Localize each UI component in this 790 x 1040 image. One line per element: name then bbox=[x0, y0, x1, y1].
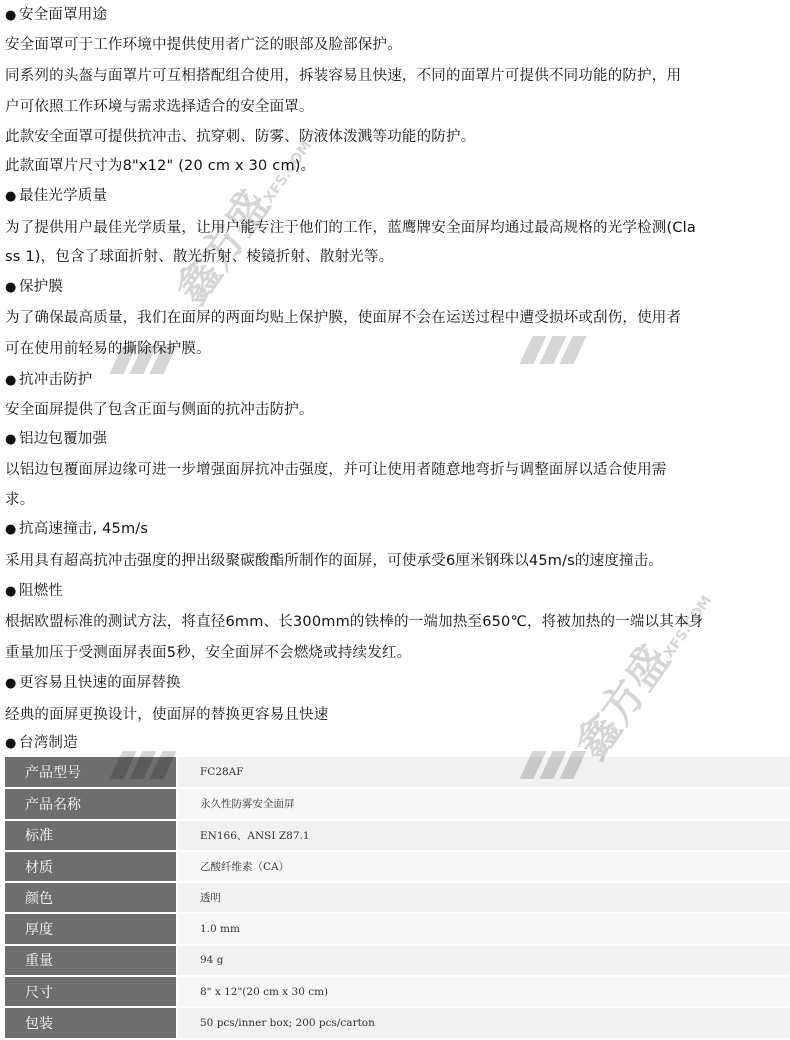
spec-value: 8" x 12"(20 cm x 30 cm) bbox=[177, 976, 790, 1007]
spec-label: 尺寸 bbox=[5, 976, 177, 1007]
table-row bbox=[5, 820, 790, 851]
spec-label: 颜色 bbox=[5, 882, 177, 913]
bullet-icon: ● bbox=[5, 432, 17, 447]
section-heading: ● 保护膜 bbox=[5, 277, 63, 298]
bullet-icon: ● bbox=[5, 8, 17, 23]
paragraph-line: 经典的面屏更换设计，使面屏的替换更容易且快速 bbox=[5, 707, 329, 723]
paragraph-line: 安全面罩可于工作环境中提供使用者广泛的眼部及脸部保护。 bbox=[5, 37, 402, 53]
table-row bbox=[5, 851, 790, 882]
spec-value: 乙酸纤维素（CA） bbox=[177, 851, 790, 882]
paragraph-line: 为了确保最高质量，我们在面屏的两面均贴上保护膜，使面屏不会在运送过程中遭受损坏或刮伤，使用者 bbox=[5, 310, 682, 326]
spec-label: 材质 bbox=[5, 851, 177, 882]
watermark-text: 鑫方盛XFS.COM bbox=[166, 137, 316, 313]
table-row bbox=[5, 788, 790, 819]
spec-label: 包装 bbox=[5, 1007, 177, 1038]
paragraph-line: 户可依照工作环境与需求选择适合的安全面罩。 bbox=[5, 99, 314, 115]
paragraph-line: 重量加压于受测面屏表面5秒，安全面屏不会燃烧或持续发红。 bbox=[5, 645, 412, 661]
bullet-icon: ● bbox=[5, 676, 17, 691]
spec-label: 重量 bbox=[5, 945, 177, 976]
paragraph-line: 以铝边包覆面屏边缘可进一步增强面屏抗冲击强度，并可让使用者随意地弯折与调整面屏以适合使用需 bbox=[5, 462, 667, 478]
paragraph-line: 此款安全面罩可提供抗冲击、抗穿刺、防雾、防液体泼溅等功能的防护。 bbox=[5, 129, 476, 145]
watermark-text: 鑫方盛XFS.COM bbox=[566, 592, 716, 768]
paragraph-line: 可在使用前轻易的撕除保护膜。 bbox=[5, 341, 211, 357]
table-row bbox=[5, 1007, 790, 1038]
section-heading: ● 更容易且快速的面屏替换 bbox=[5, 673, 181, 694]
spec-value: 50 pcs/inner box; 200 pcs/carton bbox=[177, 1007, 790, 1038]
section-heading: ● 抗冲击防护 bbox=[5, 370, 93, 391]
section-heading: ● 阻燃性 bbox=[5, 581, 63, 602]
section-heading: ● 抗高速撞击, 45m/s bbox=[5, 519, 148, 540]
spec-label: 产品名称 bbox=[5, 788, 177, 819]
table-row bbox=[5, 757, 790, 788]
bullet-icon: ● bbox=[5, 280, 17, 295]
paragraph-line: ss 1)，包含了球面折射、散光折射、棱镜折射、散射光等。 bbox=[5, 249, 394, 265]
spec-value: 永久性防雾安全面屏 bbox=[177, 788, 790, 819]
bullet-icon: ● bbox=[5, 189, 17, 204]
table-row bbox=[5, 913, 790, 944]
watermark-logo-icon bbox=[520, 330, 590, 370]
paragraph-line: 同系列的头盔与面罩片可互相搭配组合使用，拆装容易且快速，不同的面罩片可提供不同功能的防护，用 bbox=[5, 68, 682, 84]
section-heading: ● 台湾制造 bbox=[5, 733, 78, 754]
spec-value: FC28AF bbox=[177, 757, 790, 788]
section-heading: ● 安全面罩用途 bbox=[5, 5, 107, 26]
spec-label: 标准 bbox=[5, 820, 177, 851]
spec-label: 产品型号 bbox=[5, 757, 177, 788]
paragraph-line: 根据欧盟标准的测试方法，将直径6mm、长300mm的铁棒的一端加热至650℃，将被加热的一端以其本身 bbox=[5, 614, 704, 630]
spec-value: 94 g bbox=[177, 945, 790, 976]
bullet-icon: ● bbox=[5, 736, 17, 751]
spec-table bbox=[5, 757, 790, 1040]
section-heading: ● 铝边包覆加强 bbox=[5, 429, 107, 450]
spec-value: 1.0 mm bbox=[177, 913, 790, 944]
table-row bbox=[5, 976, 790, 1007]
bullet-icon: ● bbox=[5, 373, 17, 388]
spec-value: 透明 bbox=[177, 882, 790, 913]
bullet-icon: ● bbox=[5, 584, 17, 599]
paragraph-line: 为了提供用户最佳光学质量，让用户能专注于他们的工作，蓝鹰牌安全面屏均通过最高规格的光学检测(Cla bbox=[5, 220, 696, 236]
paragraph-line: 采用具有超高抗冲击强度的押出级聚碳酸酯所制作的面屏，可使承受6厘米钢珠以45m/s的速度撞击。 bbox=[5, 553, 664, 569]
bullet-icon: ● bbox=[5, 522, 17, 537]
section-heading: ● 最佳光学质量 bbox=[5, 186, 107, 207]
paragraph-line: 安全面屏提供了包含正面与侧面的抗冲击防护。 bbox=[5, 402, 314, 418]
table-row bbox=[5, 882, 790, 913]
spec-value: EN166、ANSI Z87.1 bbox=[177, 820, 790, 851]
spec-label: 厚度 bbox=[5, 913, 177, 944]
paragraph-line: 此款面罩片尺寸为8"x12" (20 cm x 30 cm)。 bbox=[5, 158, 316, 174]
paragraph-line: 求。 bbox=[5, 492, 35, 508]
table-row bbox=[5, 945, 790, 976]
